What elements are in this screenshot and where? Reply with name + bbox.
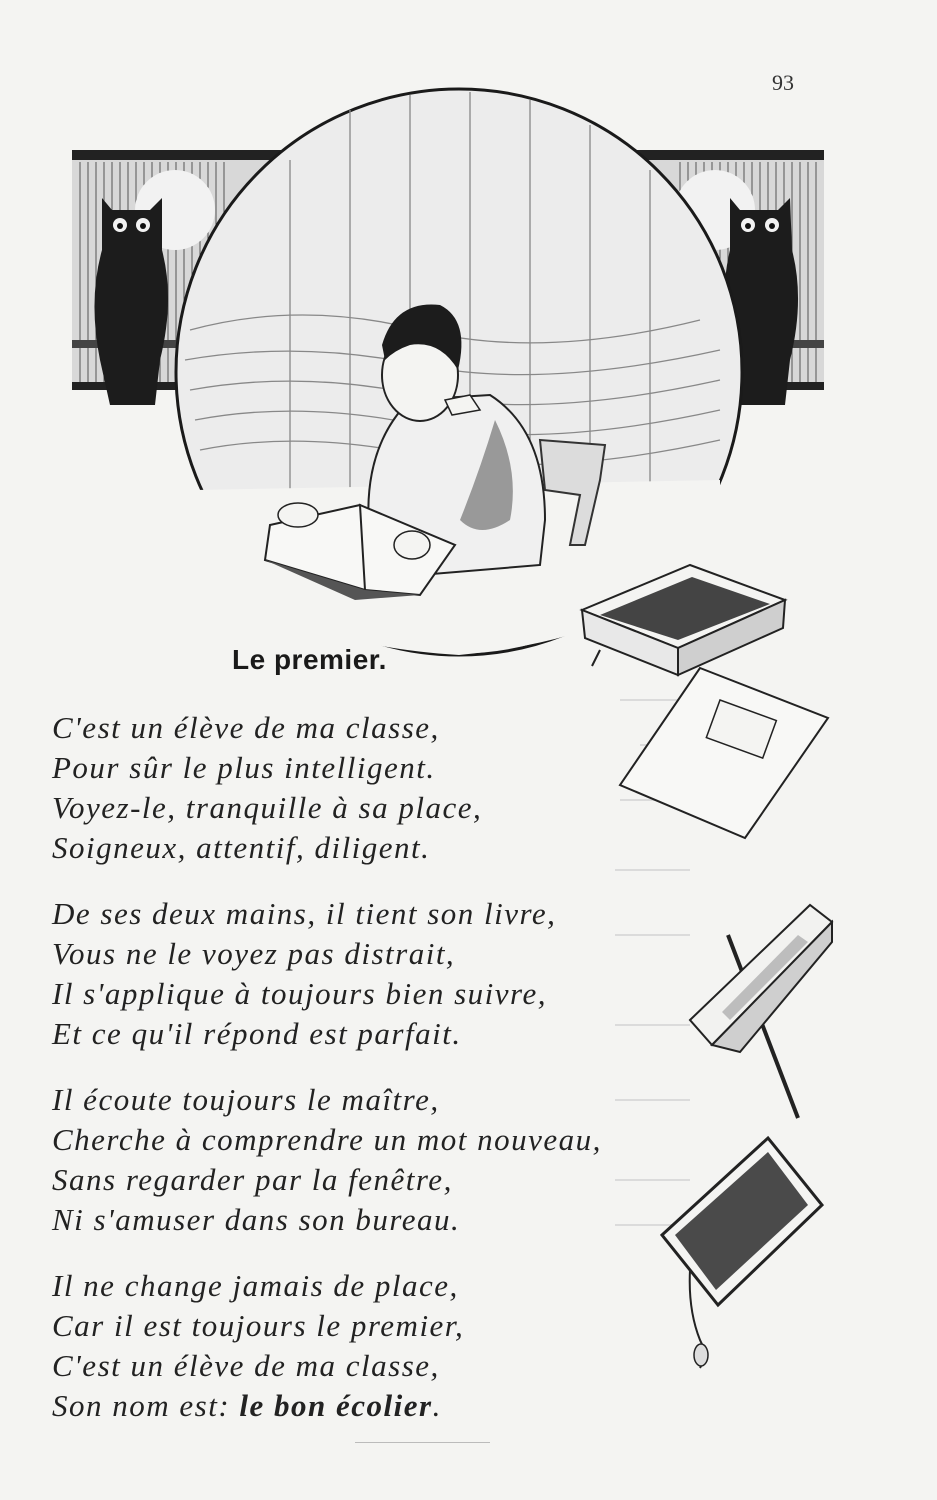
stanza xyxy=(52,708,612,868)
poem-title: Le premier. xyxy=(232,644,387,675)
poem-line: Pour sûr le plus intelligent. xyxy=(52,750,436,785)
owl-left-icon xyxy=(94,198,168,405)
poem-line: Il s'applique à toujours bien suivre, xyxy=(52,976,547,1011)
poem-line: Cherche à comprendre un mot nouveau, xyxy=(52,1122,602,1157)
poem-line: C'est un élève de ma classe, xyxy=(52,1348,440,1383)
poem-line: Voyez-le, tranquille à sa place, xyxy=(52,790,483,825)
slate-icon xyxy=(662,1138,822,1368)
final-line-prefix: Son nom est: xyxy=(52,1388,240,1423)
pencil-case-icon xyxy=(690,905,832,1118)
poem-line: Il écoute toujours le maître, xyxy=(52,1082,440,1117)
poem-line: Vous ne le voyez pas distrait, xyxy=(52,936,456,971)
poem xyxy=(52,708,612,1452)
poem-line: C'est un élève de ma classe, xyxy=(52,710,440,745)
stanza xyxy=(52,1080,612,1240)
poem-line: Car il est toujours le premier, xyxy=(52,1308,465,1343)
stanza xyxy=(52,1266,612,1426)
poem-final-line xyxy=(52,1386,612,1426)
poem-line: Il ne change jamais de place, xyxy=(52,1268,459,1303)
poem-line: Et ce qu'il répond est parfait. xyxy=(52,1016,462,1051)
poem-line: De ses deux mains, il tient son livre, xyxy=(52,896,557,931)
bottom-rule xyxy=(355,1442,490,1443)
poem-line: Ni s'amuser dans son bureau. xyxy=(52,1202,461,1237)
page-number: 93 xyxy=(772,70,794,95)
notebook-icon xyxy=(620,668,828,838)
poem-line: Soigneux, attentif, diligent. xyxy=(52,830,431,865)
final-line-suffix: . xyxy=(432,1388,442,1423)
poem-line: Sans regarder par la fenêtre, xyxy=(52,1162,453,1197)
stanza xyxy=(52,894,612,1054)
final-line-emphasis: le bon écolier xyxy=(239,1388,433,1423)
